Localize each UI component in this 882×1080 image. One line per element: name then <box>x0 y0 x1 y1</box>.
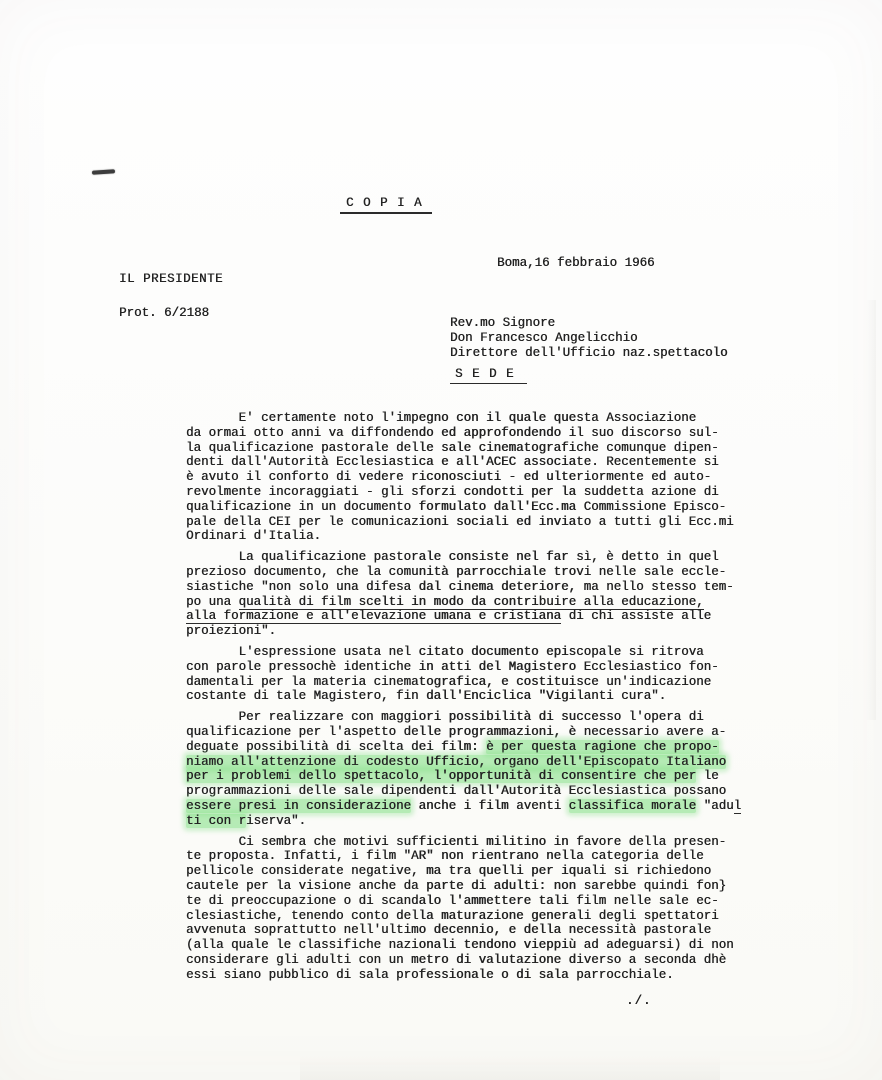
protocol-number: Prot. 6/2188 <box>119 306 210 320</box>
highlighted-text: classifica morale <box>568 798 697 813</box>
text-segment: cautele per la visione anche da parte di adulti: non sarebbe quindi fon} <box>186 878 727 893</box>
text-segment: deguate possibilità di scelta dei film: <box>186 739 487 754</box>
text-segment: iserva". <box>246 813 307 828</box>
text-segment: damentali per la materia cinematografica, e costituisce un'indicazione <box>186 674 712 689</box>
text-line <box>186 455 741 470</box>
text-line <box>186 849 741 864</box>
text-line <box>186 769 741 784</box>
letter-body <box>186 411 741 988</box>
text-segment: qualificazione in un documento formulato dall'Ecc.ma Commissione Episco- <box>186 499 727 514</box>
text-line <box>186 879 741 894</box>
paragraph <box>186 835 741 983</box>
paragraph <box>186 411 741 544</box>
text-segment: te proposta. Infatti, i film "AR" non rientrano nella categoria delle <box>186 849 704 864</box>
text-segment: "adu <box>696 798 734 813</box>
continuation-mark: ./. <box>626 994 652 1008</box>
text-segment: la qualificazione pastorale delle sale cinematografiche comunque dipen- <box>186 440 719 455</box>
text-segment: avvenuta soprattutto nell'ultimo decennio, e della necessità pastorale <box>186 923 712 938</box>
text-line <box>186 689 741 704</box>
text-line <box>186 441 741 456</box>
text-line <box>186 485 741 500</box>
text-segment: pale della CEI per le comunicazioni sociali ed inviato a tutti gli Ecc.mi <box>186 514 734 529</box>
highlighted-text: essere presi in considerazione <box>186 798 412 813</box>
text-line <box>186 660 741 675</box>
recipient-line: Direttore dell'Ufficio naz.spettacolo <box>450 346 728 360</box>
text-segment: proiezioni". <box>186 624 277 639</box>
sender-title: IL PRESIDENTE <box>119 272 224 286</box>
scan-edge-shading <box>300 1054 720 1080</box>
text-segment: L'espressione usata nel citato documento episcopale si ritrova <box>186 644 704 659</box>
underlined-text: alla formazione e all'elevazione umana e cristiana <box>186 609 562 624</box>
paragraph <box>186 550 741 639</box>
text-line <box>186 565 741 580</box>
text-segment: considerare gli adulti con un metro di valutazione diverso a seconda dhè <box>186 952 727 967</box>
text-segment: denti dall'Autorità Ecclesiastica e all'ACEC associate. Recentemente si <box>186 455 719 470</box>
text-line <box>186 515 741 530</box>
text-line <box>186 755 741 770</box>
text-line <box>186 864 741 879</box>
text-line <box>186 835 741 850</box>
text-segment: po una <box>186 594 239 609</box>
text-line <box>186 675 741 690</box>
text-segment: essi siano pubblico di sala professionale o di sala parrocchiale. <box>186 967 674 982</box>
text-line <box>186 953 741 968</box>
text-line <box>186 624 741 639</box>
text-segment: le <box>696 769 719 784</box>
text-line <box>186 500 741 515</box>
text-segment: pellicole considerate negative, ma tra quelli per iquali si richiedono <box>186 864 712 879</box>
text-segment: con parole pressochè identiche in atti del Magistero Ecclesiastico fon- <box>186 659 719 674</box>
recipient-line: Don Francesco Angelicchio <box>450 331 638 345</box>
date-line: Boma,16 febbraio 1966 <box>497 256 655 270</box>
sede-label: S E D E <box>450 367 527 384</box>
highlighted-text: ti con r <box>186 813 247 828</box>
text-line <box>186 814 741 829</box>
text-line <box>186 580 741 595</box>
text-segment: siastiche "non solo una difesa dal cinema deteriore, ma nello stesso tem- <box>186 579 734 594</box>
text-segment: prezioso documento, che la comunità parrocchiale trovi nelle sale eccle- <box>186 564 727 579</box>
text-line <box>186 426 741 441</box>
paragraph <box>186 710 741 828</box>
text-segment: te di preoccupazione o di scandalo l'ammettere tali film nelle sale ec- <box>186 893 719 908</box>
text-segment: (alla quale le classifiche nazionali tendono vieppiù ad adeguarsi) di non <box>186 938 734 953</box>
recipient-line: Rev.mo Signore <box>450 316 556 330</box>
text-segment: La qualificazione pastorale consiste nel far sì, è detto in quel <box>186 550 719 565</box>
recipient-block <box>450 316 728 384</box>
text-segment: anche i film aventi <box>411 798 569 813</box>
text-segment: programmazioni delle sale dipendenti dall'Autorità Ecclesiastica possano <box>186 784 727 799</box>
text-segment: E' certamente noto l'impegno con il quale questa Associazione <box>186 411 697 425</box>
text-line <box>186 645 741 660</box>
paragraph <box>186 645 741 704</box>
underlined-text: l <box>733 798 742 813</box>
text-line <box>186 923 741 938</box>
text-line <box>186 725 741 740</box>
highlighted-text: per i problemi dello spettacolo, l'opportunità di consentire che per <box>186 769 697 784</box>
text-line <box>186 470 741 485</box>
scan-edge-shading <box>866 300 876 720</box>
text-line <box>186 968 741 983</box>
copy-heading: C O P I A <box>340 196 432 214</box>
highlighted-text: è per questa ragione che propo- <box>486 739 719 754</box>
text-line <box>186 799 741 814</box>
text-segment: di chi assiste alle <box>561 609 712 624</box>
highlighted-text: niamo all'attenzione di codesto Ufficio, organo dell'Episcopato Italiano <box>186 754 727 769</box>
text-segment: è avuto il conforto di vedere riconosciuti - ed ulteriormente ed auto- <box>186 470 712 485</box>
text-line <box>186 784 741 799</box>
text-line <box>186 938 741 953</box>
text-line <box>186 894 741 909</box>
recipient-lines <box>450 316 728 361</box>
text-line <box>186 909 741 924</box>
text-segment: costante di tale Magistero, fin dall'Enciclica "Vigilanti cura". <box>186 689 667 704</box>
text-segment: Per realizzare con maggiori possibilità di successo l'opera di <box>186 710 704 725</box>
text-line <box>186 550 741 565</box>
text-line <box>186 411 741 426</box>
text-line <box>186 740 741 755</box>
underlined-text: qualità di film scelti in modo da contribuire alla educazione, <box>238 594 704 609</box>
text-segment: qualificazione per l'aspetto delle programmazioni, è necessario avere a- <box>186 724 727 739</box>
text-line <box>186 710 741 725</box>
text-line <box>186 595 741 610</box>
text-segment: clesiastiche, tenendo conto della maturazione generali degli spettatori <box>186 908 719 923</box>
ink-smudge-mark <box>92 169 115 175</box>
text-segment: Ci sembra che motivi sufficienti militino in favore della presen- <box>186 834 727 849</box>
text-line <box>186 529 741 544</box>
text-segment: Ordinari d'Italia. <box>186 529 322 544</box>
text-segment: da ormai otto anni va diffondendo ed approfondendo il suo discorso sul- <box>186 425 719 440</box>
text-segment: revolmente incoraggiati - gli sforzi condotti per la suddetta azione di <box>186 484 719 499</box>
text-line <box>186 609 741 624</box>
